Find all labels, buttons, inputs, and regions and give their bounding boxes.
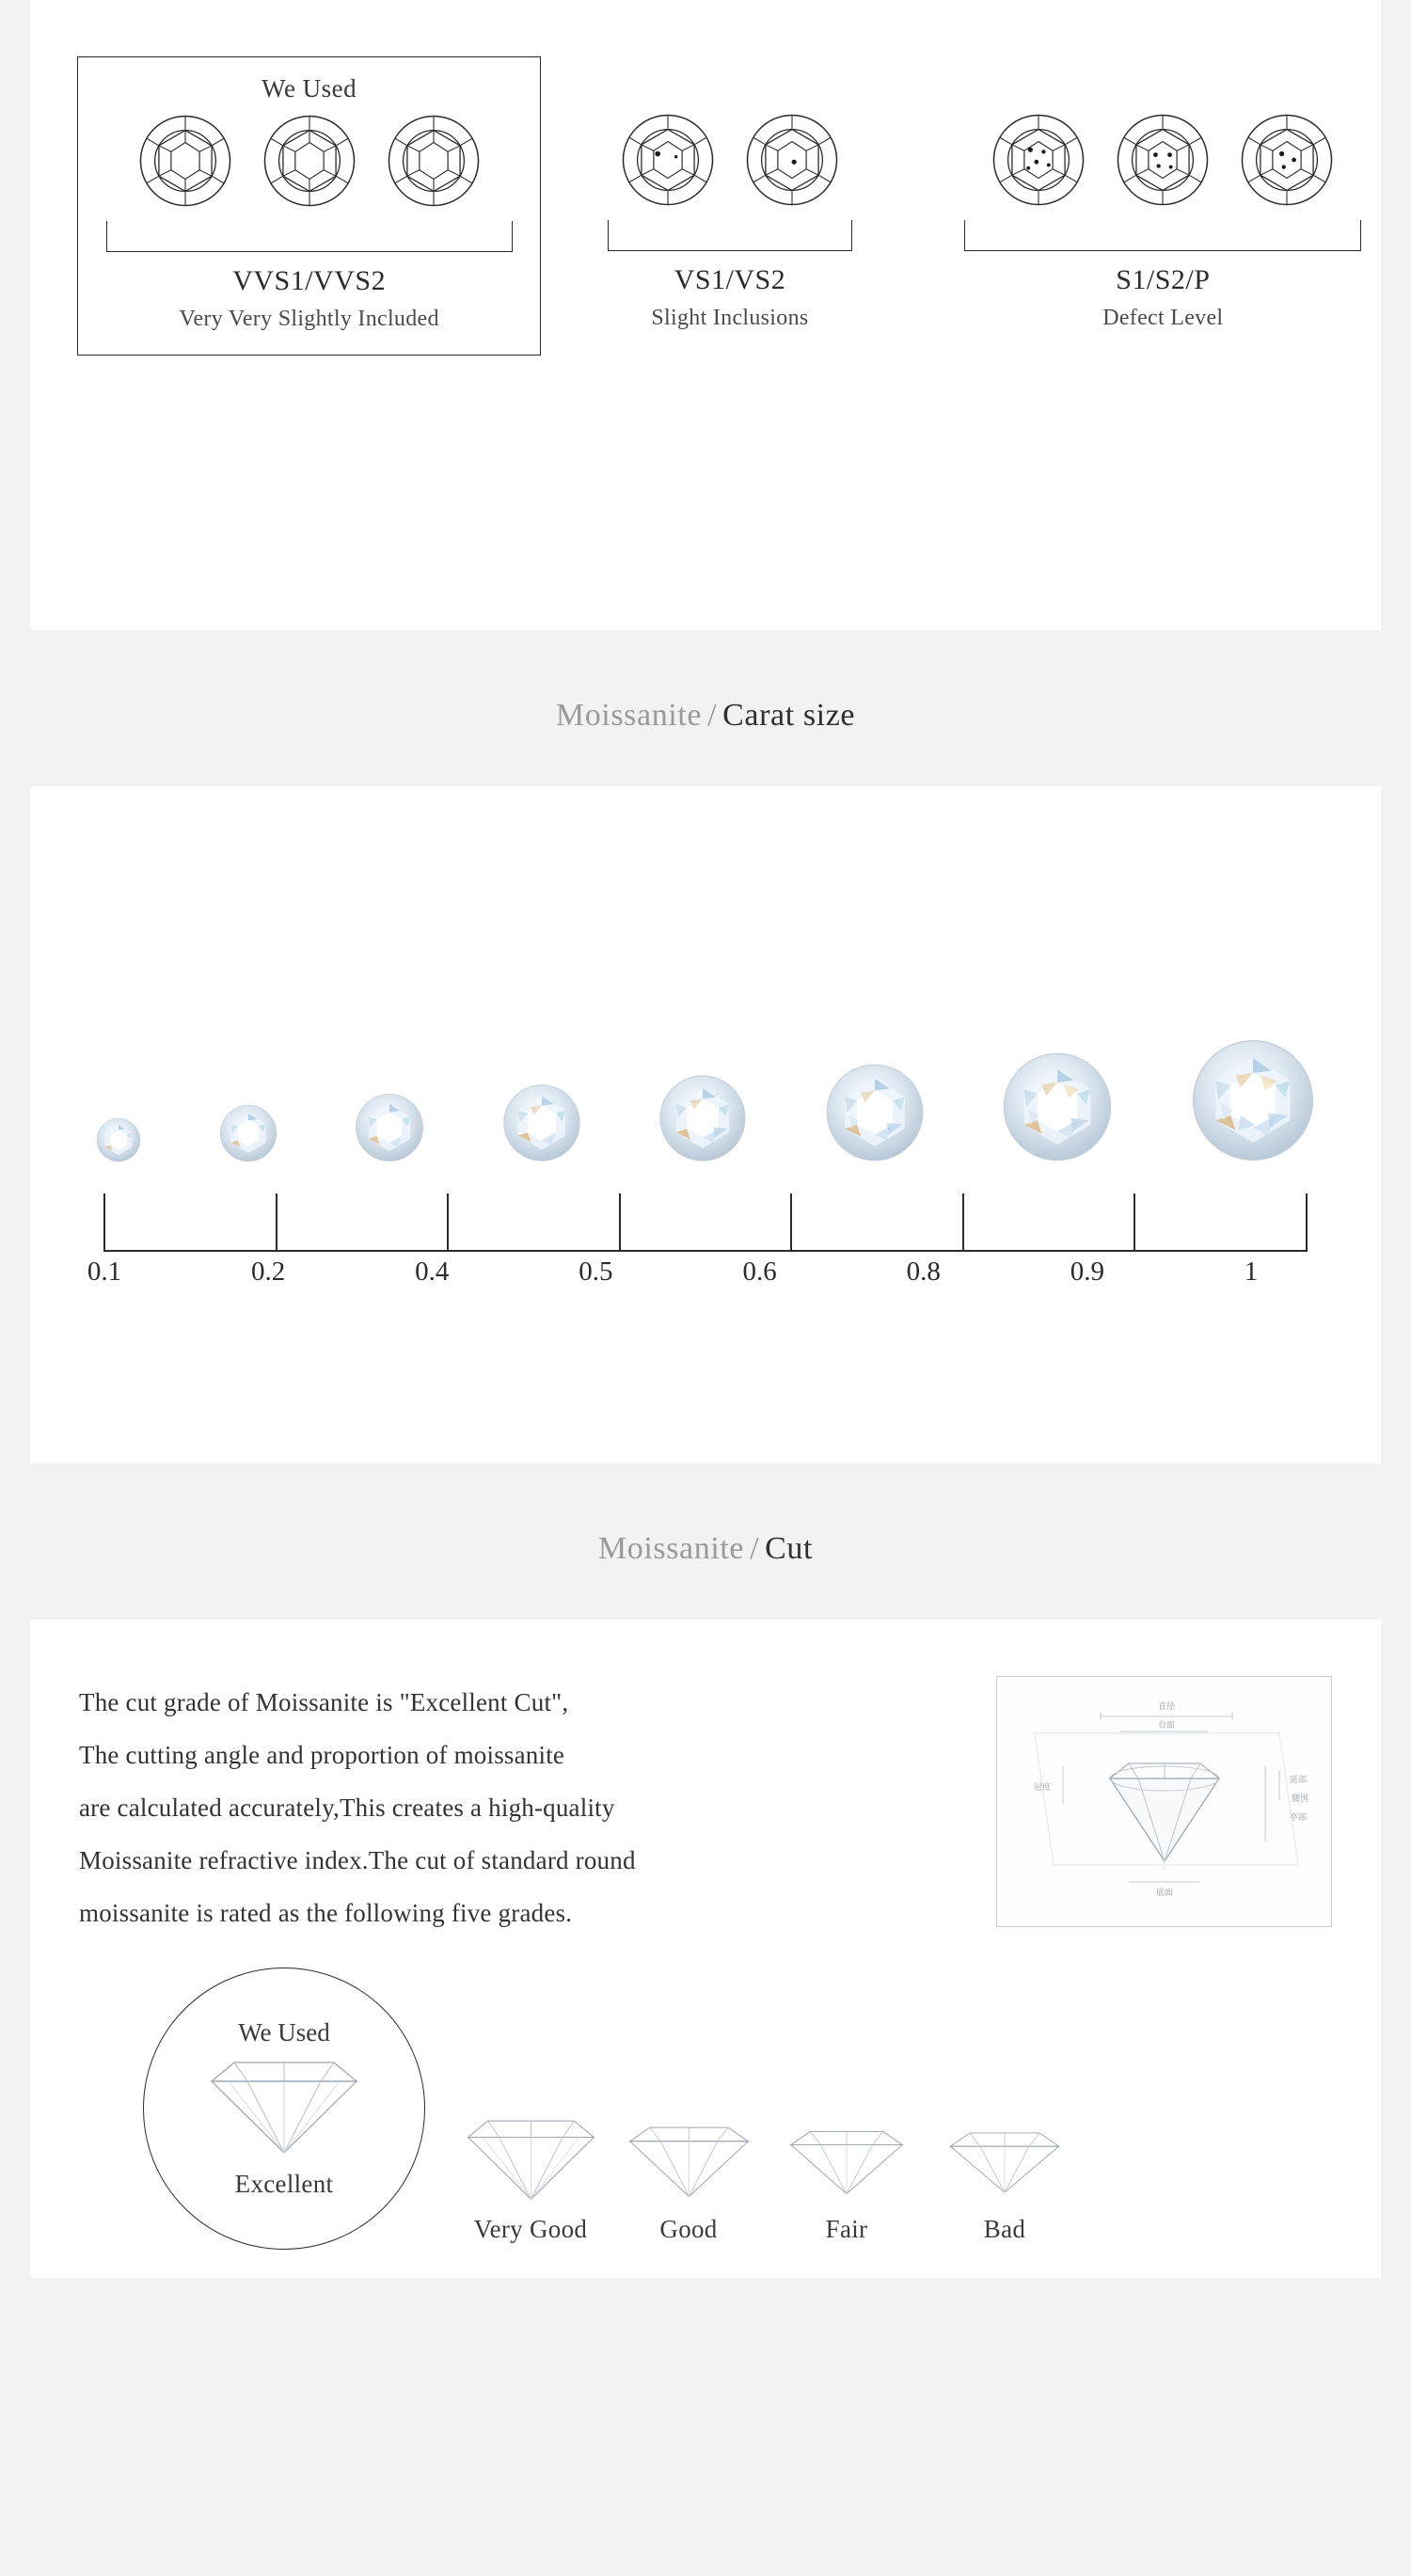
clarity-group-vvs — [77, 56, 541, 356]
carat-heading-name: Carat size — [722, 698, 856, 733]
axis-tick-label: 0.8 — [906, 1256, 941, 1287]
carat-stone-item — [1191, 1038, 1315, 1162]
carat-axis-ticks — [103, 1193, 1308, 1252]
diamond-icon — [741, 109, 843, 211]
cut-description-line: moissanite is rated as the following five grades. — [79, 1899, 573, 1927]
cut-grade-good — [610, 2115, 768, 2250]
cut-heading-brand: Moissanite — [597, 1531, 745, 1566]
diamond-side-icon — [195, 2049, 373, 2162]
carat-stone-item — [502, 1083, 581, 1162]
axis-tick-label: 0.5 — [579, 1256, 613, 1287]
cut-grade-label: Excellent — [234, 2170, 334, 2198]
brilliant-stone-icon — [1002, 1051, 1113, 1162]
diamond-side-icon — [934, 2118, 1075, 2207]
diagram-label-girdle: 腰围 — [1291, 1794, 1309, 1804]
cut-section — [30, 1620, 1381, 2278]
diagram-label-crown: 冠度 — [1033, 1783, 1052, 1793]
cut-grade-label: Bad — [983, 2215, 1026, 2243]
diamond-side-icon — [776, 2118, 917, 2207]
diamond-icon — [1236, 109, 1338, 211]
cut-we-used-label: We Used — [238, 2018, 330, 2047]
brilliant-stone-icon — [219, 1104, 277, 1162]
clarity-section — [30, 0, 1381, 630]
axis-tick — [619, 1193, 621, 1252]
cut-grade-very-good — [452, 2110, 610, 2250]
cut-grade-label: Good — [659, 2215, 718, 2243]
diamond-icon — [1112, 109, 1213, 211]
axis-tick — [103, 1193, 105, 1252]
diamond-icon — [259, 110, 360, 212]
cut-heading-separator: / — [750, 1531, 760, 1566]
carat-axis-labels — [87, 1256, 1308, 1288]
carat-stone-item — [1002, 1051, 1113, 1162]
clarity-gem-row — [577, 109, 882, 211]
axis-tick-label: 0.9 — [1070, 1256, 1104, 1287]
carat-stone-row — [96, 927, 1315, 1162]
carat-heading-brand: Moissanite — [555, 698, 703, 733]
axis-tick — [1306, 1193, 1308, 1252]
brilliant-stone-icon — [1191, 1038, 1315, 1162]
cut-description-line: are calculated accurately,This creates a high-quality — [79, 1794, 615, 1822]
brilliant-stone-icon — [825, 1063, 925, 1162]
diagram-label-top: 直径 — [1157, 1702, 1176, 1712]
carat-axis — [103, 1186, 1308, 1252]
carat-size-chart — [30, 786, 1381, 1463]
axis-tick-label: 0.1 — [87, 1256, 122, 1287]
cut-description-line: The cutting angle and proportion of moissanite — [79, 1741, 565, 1769]
brilliant-stone-icon — [96, 1117, 141, 1162]
diamond-icon — [135, 110, 236, 212]
diamond-proportion-illustration — [997, 1677, 1329, 1924]
clarity-grade-subtitle: Very Very Slightly Included — [179, 307, 439, 331]
cut-description — [79, 1676, 869, 1939]
axis-tick-label: 0.2 — [251, 1256, 286, 1287]
carat-stone-item — [219, 1104, 277, 1162]
axis-tick-label: 1 — [1244, 1256, 1259, 1287]
cut-grade-excellent — [143, 1968, 425, 2250]
cut-grade-fair — [768, 2118, 926, 2250]
cut-grade-row — [30, 1968, 1381, 2250]
cut-proportion-diagram — [996, 1676, 1332, 1927]
clarity-grade-title: VVS1/VVS2 — [232, 265, 387, 296]
cut-heading-name: Cut — [765, 1531, 814, 1566]
axis-tick-label: 0.6 — [742, 1256, 777, 1287]
clarity-gem-row — [89, 110, 529, 212]
clarity-grade-subtitle: Defect Level — [1102, 306, 1224, 330]
clarity-grade-subtitle: Slight Inclusions — [651, 306, 809, 330]
diamond-side-icon — [453, 2110, 609, 2207]
carat-stone-item — [658, 1074, 747, 1162]
axis-tick-label: 0.4 — [415, 1256, 450, 1287]
clarity-bracket — [608, 220, 852, 251]
cut-grade-label: Very Good — [473, 2215, 588, 2243]
diamond-icon — [988, 109, 1089, 211]
clarity-grade-title: S1/S2/P — [1116, 264, 1211, 295]
axis-tick — [447, 1193, 449, 1252]
diamond-side-icon — [616, 2115, 762, 2207]
axis-tick — [790, 1193, 792, 1252]
clarity-bracket — [964, 220, 1361, 251]
carat-stone-item — [825, 1063, 925, 1162]
axis-tick — [962, 1193, 964, 1252]
cut-description-line: Moissanite refractive index.The cut of standard round — [79, 1846, 636, 1874]
carat-stone-item — [355, 1093, 424, 1162]
clarity-grade-title: VS1/VS2 — [674, 264, 786, 295]
diagram-label-right-1: 延部 — [1289, 1776, 1308, 1785]
cut-grade-bad — [926, 2118, 1084, 2250]
cut-section-heading — [0, 1463, 1411, 1620]
carat-heading-separator: / — [707, 698, 718, 733]
cut-grade-label: Fair — [825, 2215, 868, 2243]
cut-description-line: The cut grade of Moissanite is "Excellent Cut", — [79, 1688, 569, 1716]
carat-section-heading — [0, 630, 1411, 786]
brilliant-stone-icon — [658, 1074, 747, 1162]
diagram-label-pavilion: 亭部 — [1289, 1813, 1308, 1823]
brilliant-stone-icon — [355, 1093, 424, 1162]
brilliant-stone-icon — [502, 1083, 581, 1162]
clarity-group-si — [945, 73, 1381, 331]
diagram-label-bottom: 底面 — [1155, 1889, 1174, 1898]
clarity-groups — [30, 56, 1381, 356]
axis-tick — [276, 1193, 277, 1252]
axis-tick — [1134, 1193, 1135, 1252]
carat-stone-item — [96, 1117, 141, 1162]
diamond-icon — [383, 110, 484, 212]
diagram-label-table: 台面 — [1157, 1721, 1176, 1731]
clarity-bracket — [106, 221, 513, 252]
diamond-icon — [617, 109, 719, 211]
clarity-gem-row — [945, 109, 1381, 211]
clarity-we-used-label: We Used — [262, 74, 357, 103]
clarity-group-vs — [577, 73, 882, 331]
